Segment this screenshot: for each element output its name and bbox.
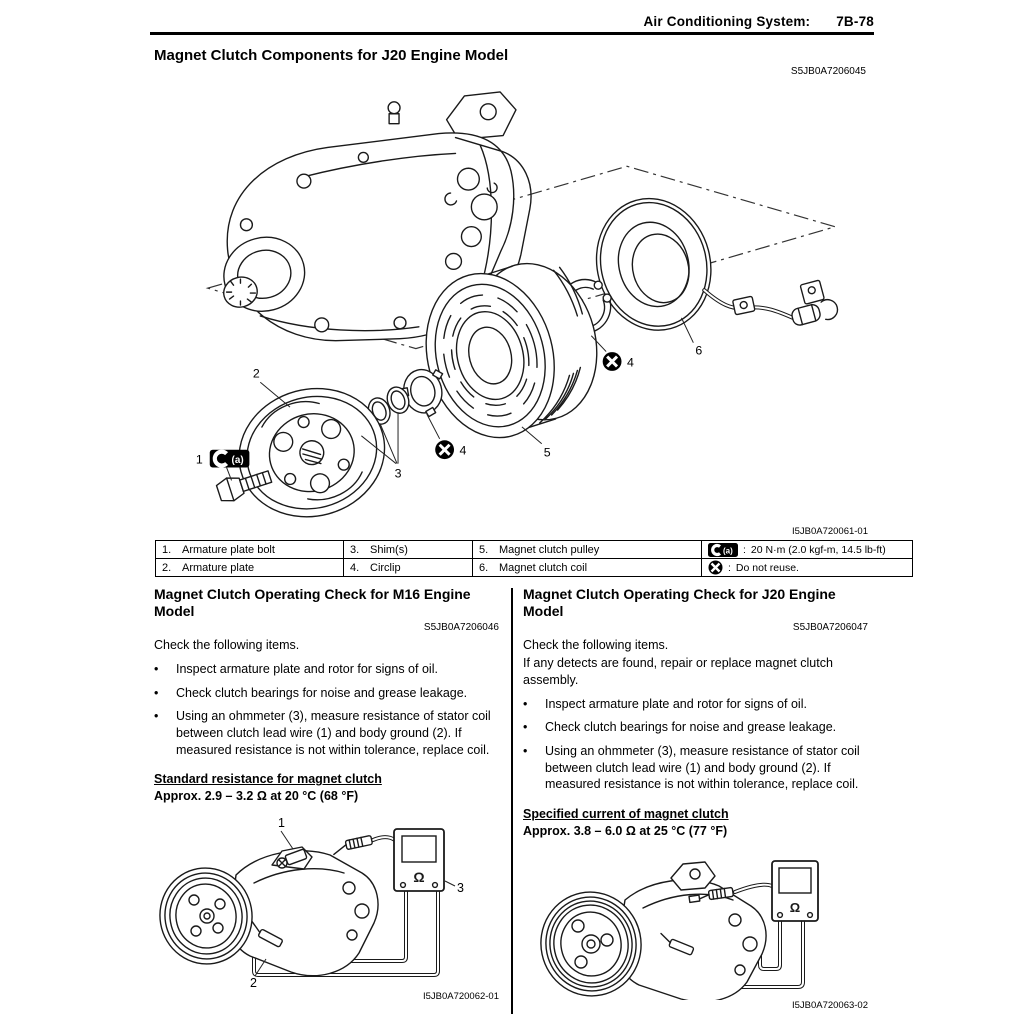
magnet-clutch-coil-illustration [582,186,840,344]
torque-icon [210,450,250,468]
list-item-text: Using an ohmmeter (3), measure resistance of stator coil between clutch lead wire (1) and body ground (2). If measured resistance is not within tolerance, replace coil. [545,744,860,792]
intro-text: Check the following items. [154,638,300,653]
intro-text: Check the following items. [523,638,669,653]
part-number: 5. [479,543,489,556]
part-label: Magnet clutch pulley [499,543,600,556]
spec-title: Standard resistance for magnet clutch [154,772,382,787]
spec-value: Approx. 2.9 – 3.2 Ω at 20 °C (68 °F) [154,789,359,804]
torque-icon [708,543,738,557]
callout-3: 3 [394,466,402,481]
spec-title: Specified current of magnet clutch [523,806,729,821]
list-item-text: Inspect armature plate and rotor for signs of oil. [176,662,438,677]
bullet: • [154,709,159,724]
ohmmeter [394,829,444,891]
page-title: Magnet Clutch Components for J20 Engine Model [154,47,509,64]
colon: : [728,561,731,574]
part-number: 2. [162,561,172,574]
section-heading: Magnet Clutch Operating Check for J20 Engine Model [523,586,836,620]
list-item [154,708,499,758]
header-section-title: Air Conditioning System: [643,14,811,29]
m16-test-diagram [154,813,499,991]
list-item-text: Using an ohmmeter (3), measure resistance of stator coil between clutch lead wire (1) and body ground (2). If measured resistance is not within tolerance, replace coil. [176,709,491,757]
part-number: 4. [350,561,360,574]
list-item [523,743,868,793]
callout-4a: 4 [459,443,467,458]
doc-code: S5JB0A7206045 [790,66,866,77]
bullet: • [523,696,528,711]
part-number: 3. [350,543,360,556]
section-m16 [154,586,499,1002]
callout-5: 5 [543,445,551,460]
figure-code: I5JB0A720062-01 [422,991,499,1003]
reuse-note: Do not reuse. [735,561,799,574]
intro-text-2: If any detects are found, repair or replace magnet clutch assembly. [523,656,833,687]
bullet: • [523,744,528,759]
part-label: Armature plate [182,561,255,574]
torque-spec: 20 N·m (2.0 kgf-m, 14.5 lb-ft) [750,543,886,556]
callout-6: 6 [695,343,703,358]
callout-4b: 4 [626,355,634,370]
header-page-number: 7B-78 [836,14,874,29]
list-item [523,696,868,713]
callout-2: 2 [252,366,260,381]
callout-3: 3 [457,881,464,896]
part-number: 1. [162,543,172,556]
section-code: S5JB0A7206046 [423,622,499,634]
section-heading: Magnet Clutch Operating Check for M16 Engine Model [154,586,471,620]
list-item [154,685,499,702]
list-item [523,719,868,736]
ohm-symbol: Ω [789,899,801,915]
list-item-text: Check clutch bearings for noise and grease leakage. [545,720,837,735]
callout-1: 1 [278,816,285,831]
column-divider [511,588,513,1014]
spec-value: Approx. 3.8 – 6.0 Ω at 25 °C (77 °F) [523,823,728,838]
bullet: • [154,685,159,700]
bullet: • [523,720,528,735]
do-not-reuse-icon [603,352,622,371]
parts-legend-table [155,540,913,577]
part-label: Magnet clutch coil [499,561,588,574]
do-not-reuse-icon [708,560,723,575]
part-label: Shim(s) [370,543,408,556]
ohm-symbol: Ω [413,869,425,886]
bullet: • [154,662,159,677]
figure-code: I5JB0A720063-02 [791,999,868,1011]
list-item-text: Check clutch bearings for noise and grease leakage. [176,685,468,700]
torque-icon-label: (a) [231,455,244,467]
coil-connector [785,277,840,328]
colon: : [743,543,746,556]
part-number: 6. [479,561,489,574]
section-j20 [523,586,868,1011]
check-list [154,661,499,758]
svg-text:(a): (a) [723,546,733,555]
check-list [523,696,868,793]
page-header [150,14,874,29]
compressor-illustration [531,862,766,1000]
compressor-illustration [154,847,378,976]
part-label: Armature plate bolt [182,543,275,556]
list-item-text: Inspect armature plate and rotor for signs of oil. [545,696,807,711]
section-code: S5JB0A7206047 [792,622,868,634]
part-label: Circlip [370,561,401,574]
test-probe [332,836,373,855]
do-not-reuse-icon [435,440,454,459]
j20-test-diagram [523,848,868,1000]
table-row [156,541,913,559]
ohmmeter [772,861,818,921]
callout-2: 2 [250,976,257,991]
table-row [156,559,913,577]
figure-code: I5JB0A720061-01 [791,526,868,537]
armature-plate-illustration [225,372,399,526]
list-item [154,661,499,678]
exploded-diagram [150,86,874,526]
callout-1: 1 [195,452,203,467]
header-rule [150,32,874,35]
